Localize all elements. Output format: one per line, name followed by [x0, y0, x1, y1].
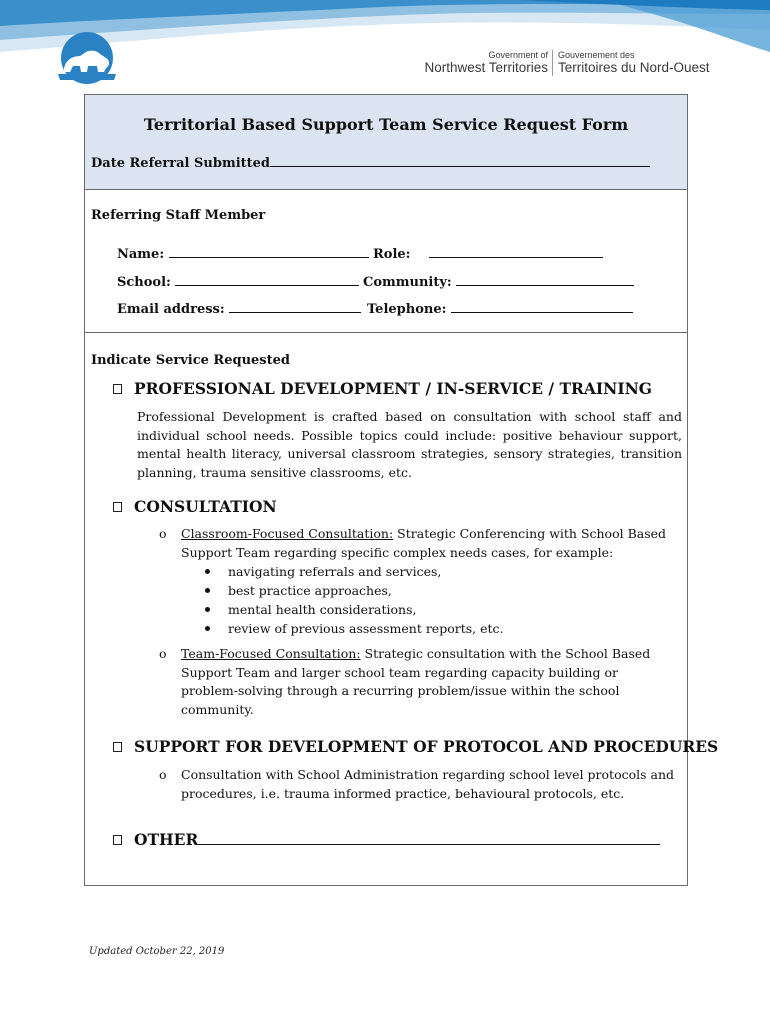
option-protocol-title: SUPPORT FOR DEVELOPMENT OF PROTOCOL AND PROCEDURES — [134, 737, 719, 756]
bullet-text: best practice approaches, — [228, 583, 392, 598]
form-title: Territorial Based Support Team Service Request Form — [143, 115, 629, 134]
date-referral-field[interactable] — [270, 153, 650, 167]
option-pd-description: Professional Development is crafted based on consultation with school staff and individual school needs. Possible topics could include: positive behaviour support, mental health literacy, universal classroom strategies, sensory strategies, transition planning, trauma sensitive classrooms, etc. — [137, 409, 682, 480]
protocol-consultation-text: Consultation with School Administration regarding school level protocols and procedures, i.e. trauma informed practice, behavioural protocols, etc. — [181, 767, 675, 801]
option-professional-development — [113, 379, 652, 398]
school-row — [117, 272, 359, 290]
gov-divider — [552, 50, 553, 76]
bullet-text: review of previous assessment reports, etc. — [228, 621, 504, 636]
team-consultation-text — [181, 645, 651, 719]
sub-marker: o — [159, 526, 167, 541]
checkbox-other[interactable] — [113, 835, 122, 845]
service-heading: Indicate Service Requested — [91, 353, 290, 368]
option-other-title: OTHER — [134, 830, 199, 849]
team-consultation-body: Strategic consultation with the School Based Support Team and larger school team regarding capacity building or problem-solving through a recurring problem/issue within the school community. — [181, 646, 651, 717]
option-consultation — [113, 497, 277, 516]
community-row — [363, 272, 634, 290]
sub-marker: o — [159, 646, 167, 661]
community-field[interactable] — [456, 272, 634, 286]
checkbox-consultation[interactable] — [113, 502, 122, 512]
name-label: Name: — [117, 247, 165, 262]
team-consultation-heading: Team-Focused Consultation: — [181, 646, 361, 661]
bullet-text: navigating referrals and services, — [228, 564, 442, 579]
telephone-label: Telephone: — [367, 302, 447, 317]
bullet-icon — [205, 569, 210, 574]
option-other — [113, 829, 660, 849]
telephone-row — [367, 299, 633, 317]
role-label: Role: — [373, 247, 411, 262]
gov-en-big: Northwest Territories — [424, 60, 548, 75]
updated-date: Updated October 22, 2019 — [89, 946, 225, 957]
bullet-icon — [205, 588, 210, 593]
sub-marker: o — [159, 767, 167, 782]
email-label: Email address: — [117, 302, 225, 317]
header-wave-banner — [0, 0, 770, 90]
telephone-field[interactable] — [451, 299, 633, 313]
referring-staff-section — [85, 190, 687, 333]
gov-fr-small: Gouvernement des — [558, 50, 635, 60]
checkbox-protocol-procedures[interactable] — [113, 742, 122, 752]
list-item — [205, 562, 441, 581]
bullet-icon — [205, 607, 210, 612]
checkbox-professional-development[interactable] — [113, 384, 122, 394]
form-title-section — [85, 95, 687, 190]
gov-fr-big: Territoires du Nord-Ouest — [558, 60, 710, 75]
other-field[interactable] — [198, 829, 660, 845]
bullet-text: mental health considerations, — [228, 602, 417, 617]
date-referral-label: Date Referral Submitted — [91, 156, 271, 171]
staff-heading: Referring Staff Member — [91, 208, 266, 223]
school-label: School: — [117, 275, 171, 290]
bullet-icon — [205, 626, 210, 631]
gov-name-french — [558, 50, 718, 76]
date-referral-row — [91, 153, 650, 171]
email-field[interactable] — [229, 299, 361, 313]
service-request-form — [84, 94, 719, 886]
option-consultation-title: CONSULTATION — [134, 497, 277, 516]
option-protocol-procedures — [113, 737, 718, 756]
option-pd-title: PROFESSIONAL DEVELOPMENT / IN-SERVICE / TRAINING — [134, 379, 653, 398]
role-field[interactable] — [429, 244, 603, 258]
classroom-consultation-heading: Classroom-Focused Consultation: — [181, 526, 394, 541]
school-field[interactable] — [175, 272, 359, 286]
gov-en-small: Government of — [488, 50, 548, 60]
role-row — [373, 244, 603, 262]
classroom-consultation-body: Strategic Conferencing with School Based Support Team regarding specific complex needs cases, for example: — [181, 526, 667, 560]
list-item — [205, 600, 417, 619]
name-field[interactable] — [169, 244, 369, 258]
community-label: Community: — [363, 275, 452, 290]
name-row — [117, 244, 369, 262]
classroom-consultation-text — [181, 525, 681, 562]
gov-name-english — [424, 50, 548, 76]
email-row — [117, 299, 361, 317]
list-item — [205, 619, 504, 638]
list-item — [205, 581, 392, 600]
